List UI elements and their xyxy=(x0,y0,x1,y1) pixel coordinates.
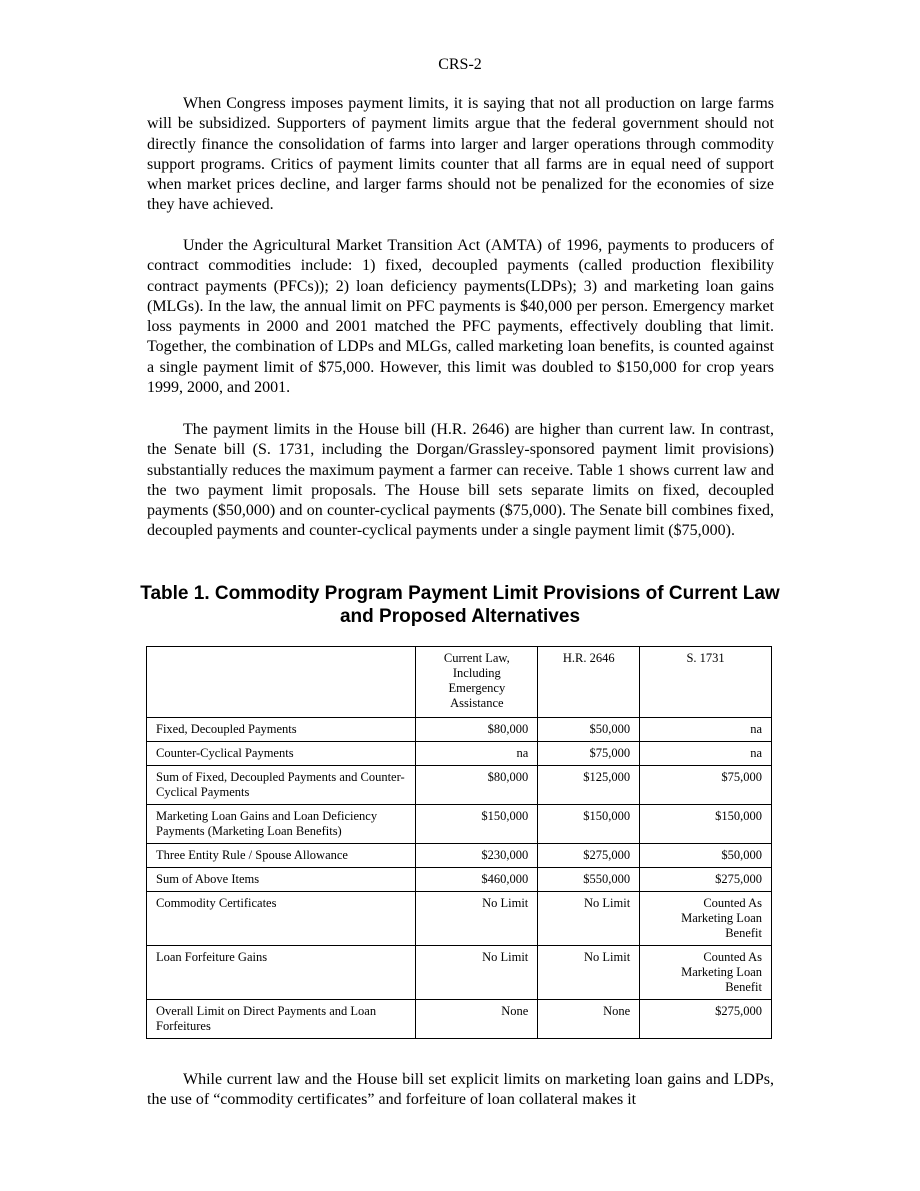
cell-hr-2646: $50,000 xyxy=(538,718,640,742)
cell-hr-2646: $150,000 xyxy=(538,805,640,844)
cell-s-1731: na xyxy=(640,742,772,766)
cell-current-law: None xyxy=(416,1000,538,1039)
column-header-blank xyxy=(147,647,416,718)
cell-hr-2646: $75,000 xyxy=(538,742,640,766)
cell-current-law: No Limit xyxy=(416,892,538,946)
table-row xyxy=(147,718,772,742)
cell-hr-2646: $125,000 xyxy=(538,766,640,805)
row-label: Sum of Fixed, Decoupled Payments and Counter-Cyclical Payments xyxy=(147,766,416,805)
cell-current-law: $230,000 xyxy=(416,844,538,868)
row-label: Counter-Cyclical Payments xyxy=(147,742,416,766)
table-row xyxy=(147,805,772,844)
cell-hr-2646: No Limit xyxy=(538,892,640,946)
paragraph-house-senate-bills: The payment limits in the House bill (H.R. 2646) are higher than current law. In contrast, the Senate bill (S. 1731, including the Dorgan/Grassley-sponsored payment limit provisions) substantially reduces the maximum payment a farmer can receive. Table 1 shows current law and the two payment limit proposals. The House bill sets separate limits on fixed, decoupled payments ($50,000) and on counter-cyclical payments ($75,000). The Senate bill combines fixed, decoupled payments and counter-cyclical payments under a single payment limit ($75,000). xyxy=(147,421,774,540)
cell-current-law: $150,000 xyxy=(416,805,538,844)
row-label: Sum of Above Items xyxy=(147,868,416,892)
table-row xyxy=(147,946,772,1000)
cell-s-1731: $275,000 xyxy=(640,1000,772,1039)
cell-s-1731: na xyxy=(640,718,772,742)
cell-hr-2646: None xyxy=(538,1000,640,1039)
row-label: Loan Forfeiture Gains xyxy=(147,946,416,1000)
table-row xyxy=(147,892,772,946)
table-row xyxy=(147,844,772,868)
cell-s-1731: $50,000 xyxy=(640,844,772,868)
cell-current-law: $80,000 xyxy=(416,766,538,805)
cell-s-1731: Counted As Marketing Loan Benefit xyxy=(640,946,772,1000)
cell-s-1731: $75,000 xyxy=(640,766,772,805)
column-header-hr-2646: H.R. 2646 xyxy=(538,647,640,718)
cell-s-1731: $150,000 xyxy=(640,805,772,844)
paragraph-amta: Under the Agricultural Market Transition Act (AMTA) of 1996, payments to producers of contract commodities include: 1) fixed, decoupled payments (called production flexibility contract payments (PFCs)); 2) loan deficiency payments(LDPs); 3) and marketing loan gains (MLGs). In the law, the annual limit on PFC payments is $40,000 per person. Emergency market loss payments in 2000 and 2001 matched the PFC payments, effectively doubling that limit. Together, the combination of LDPs and MLGs, called marketing loan benefits, is counted against a single payment limit of $75,000. However, this limit was doubled to $150,000 for crop years 1999, 2000, and 2001. xyxy=(147,237,774,397)
table-row xyxy=(147,766,772,805)
cell-current-law: $80,000 xyxy=(416,718,538,742)
table-row xyxy=(147,1000,772,1039)
row-label: Commodity Certificates xyxy=(147,892,416,946)
table-title: Table 1. Commodity Program Payment Limit Provisions of Current Law and Proposed Alternatives xyxy=(140,583,780,627)
paragraph-commodity-certificates: While current law and the House bill set explicit limits on marketing loan gains and LDPs, the use of “commodity certificates” and forfeiture of loan collateral makes it xyxy=(147,1071,774,1109)
table-row xyxy=(147,742,772,766)
table-row xyxy=(147,868,772,892)
cell-current-law: $460,000 xyxy=(416,868,538,892)
row-label: Three Entity Rule / Spouse Allowance xyxy=(147,844,416,868)
cell-s-1731: $275,000 xyxy=(640,868,772,892)
cell-s-1731: Counted As Marketing Loan Benefit xyxy=(640,892,772,946)
cell-hr-2646: $275,000 xyxy=(538,844,640,868)
row-label: Overall Limit on Direct Payments and Loan Forfeitures xyxy=(147,1000,416,1039)
table-header-row xyxy=(147,647,772,718)
column-header-s-1731: S. 1731 xyxy=(640,647,772,718)
column-header-current-law: Current Law, Including Emergency Assistance xyxy=(416,647,538,718)
cell-current-law: na xyxy=(416,742,538,766)
payment-limits-table xyxy=(146,646,772,1039)
cell-hr-2646: No Limit xyxy=(538,946,640,1000)
paragraph-payment-limits-intro: When Congress imposes payment limits, it is saying that not all production on large farms will be subsidized. Supporters of payment limits argue that the federal government should not directly finance the consolidation of farms into larger and larger operations through commodity support programs. Critics of payment limits counter that all farms are in equal need of support when market prices decline, and larger farms should not be penalized for the economies of size they have achieved. xyxy=(147,95,774,214)
row-label: Marketing Loan Gains and Loan Deficiency Payments (Marketing Loan Benefits) xyxy=(147,805,416,844)
page-header: CRS-2 xyxy=(438,56,482,73)
cell-current-law: No Limit xyxy=(416,946,538,1000)
cell-hr-2646: $550,000 xyxy=(538,868,640,892)
row-label: Fixed, Decoupled Payments xyxy=(147,718,416,742)
